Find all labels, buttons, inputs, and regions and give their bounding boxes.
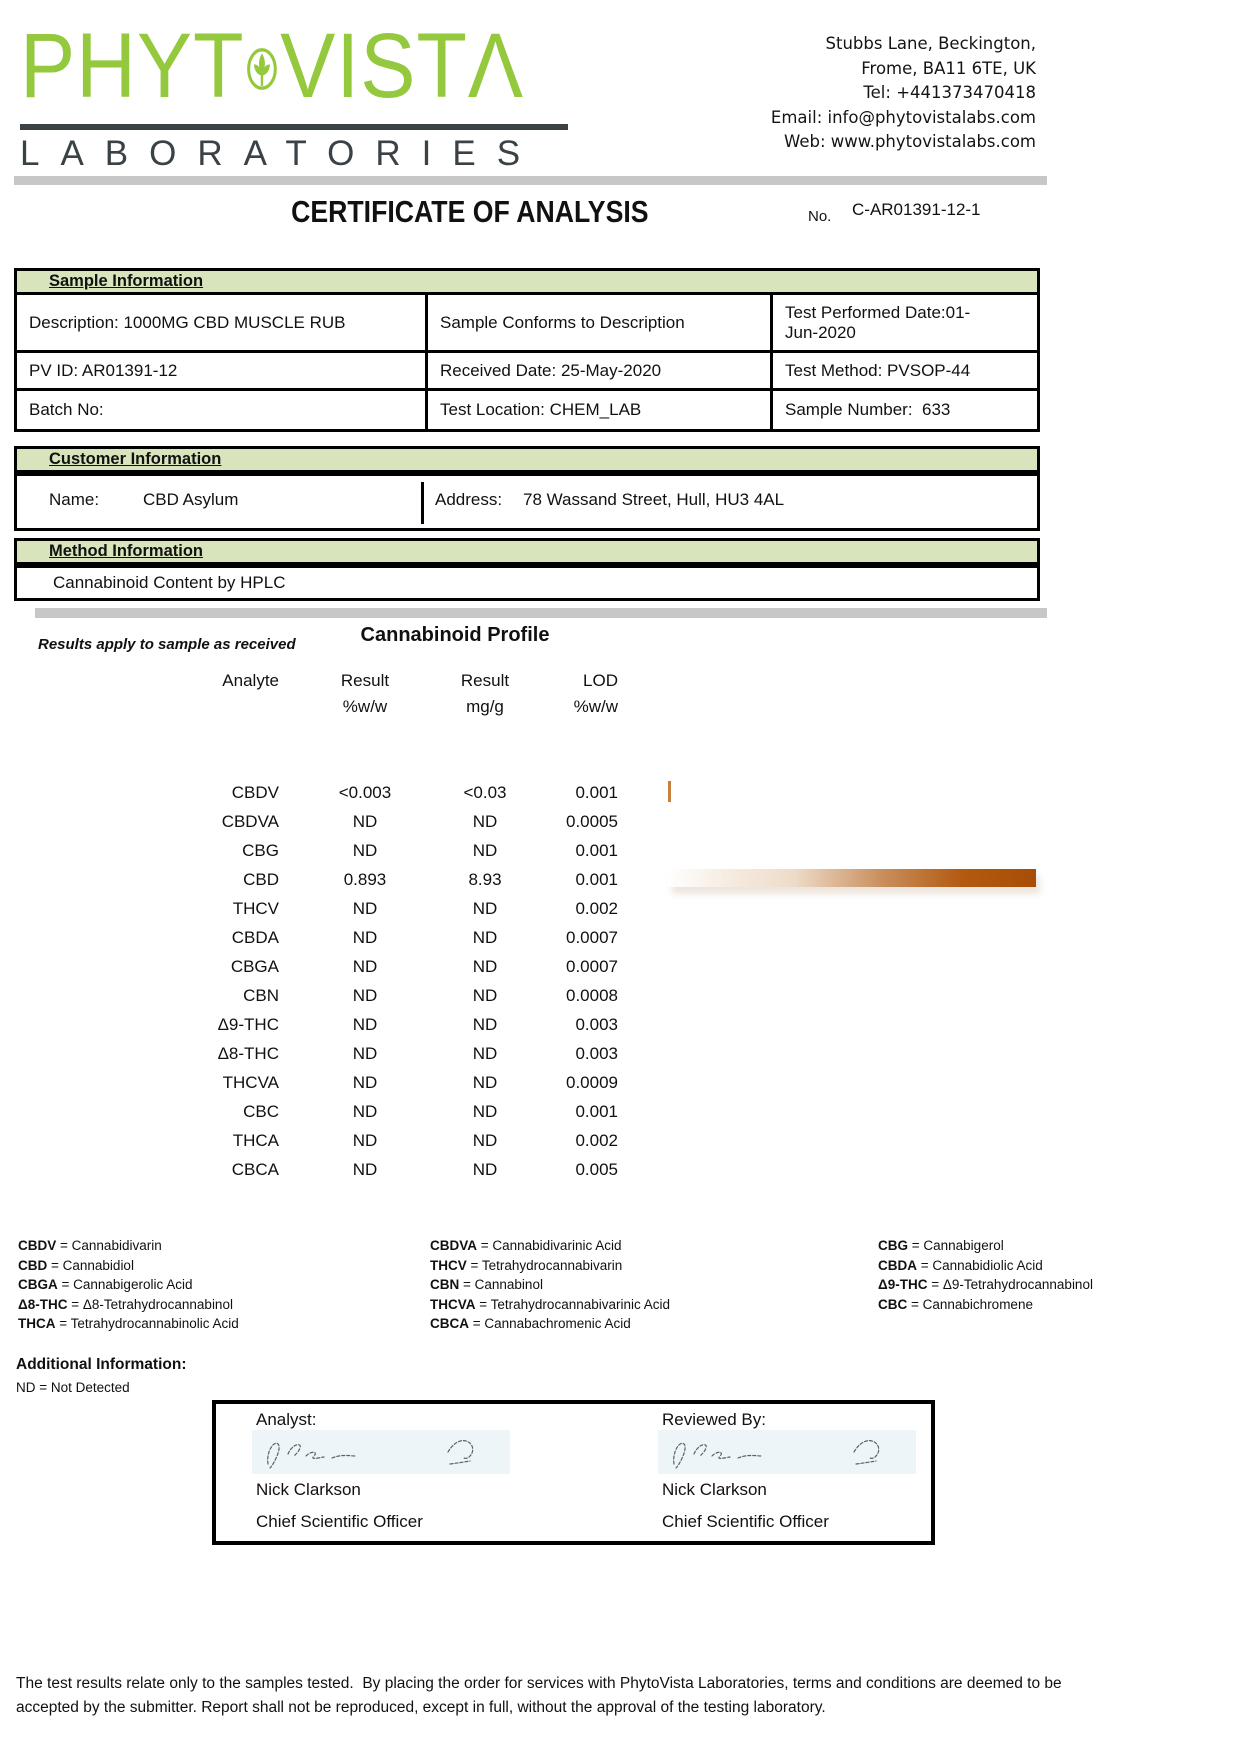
legend-abbr: THCVA (430, 1296, 476, 1312)
sample-info-header (14, 268, 1040, 295)
analyte-result_mgg: <0.03 (463, 782, 507, 802)
analyte-lod: 0.0005 (566, 811, 618, 831)
legend-item (18, 1275, 239, 1295)
analyte-row (0, 1155, 682, 1184)
analyte-name: THCA (232, 1130, 279, 1150)
reviewer-role: Chief Scientific Officer (662, 1512, 829, 1531)
sample-info-cell: Description: 1000MG CBD MUSCLE RUB (29, 312, 346, 332)
analyte-name: THCV (232, 898, 279, 918)
legend-separator: = (459, 1277, 475, 1292)
analyte-result_mgg: ND (472, 1072, 498, 1092)
logo-subtitle: LABORATORIES (20, 134, 542, 173)
legend-item (430, 1256, 670, 1276)
legend (0, 1236, 1240, 1346)
legend-abbr: CBDV (18, 1238, 57, 1253)
legend-separator: = (927, 1277, 943, 1292)
analyte-result_mgg: ND (472, 956, 498, 976)
legend-item (18, 1314, 239, 1334)
analyte-result_pct: <0.003 (338, 782, 392, 802)
customer-info-heading: Customer Information (49, 450, 222, 468)
legend-separator: = (469, 1316, 485, 1331)
legend-separator: = (475, 1296, 491, 1312)
analyte-result_pct: ND (352, 1159, 378, 1179)
logo-wordmark (20, 15, 524, 117)
analyte-result_pct: ND (352, 1014, 378, 1034)
legend-abbr: CBCA (430, 1316, 469, 1331)
analyte-name: CBG (242, 840, 279, 860)
analyte-name: CBDA (231, 927, 279, 947)
analyte-name: CBDVA (221, 811, 279, 831)
legend-item (878, 1236, 1093, 1256)
analyte-result_pct: ND (352, 1101, 378, 1121)
col-header-result-pct: Result (340, 671, 390, 690)
legend-separator: = (917, 1257, 933, 1273)
analyte-lod: 0.0008 (566, 985, 618, 1005)
legend-abbr: CBC (878, 1296, 908, 1312)
sample-info-cell: Test Performed Date:01-Jun-2020 (770, 295, 1037, 350)
analyte-result_pct: ND (352, 1072, 378, 1092)
legend-item (430, 1236, 670, 1256)
cbdv-result-tick (668, 781, 671, 802)
cannabinoid-table (0, 668, 682, 1184)
analyte-lod: 0.001 (575, 1101, 618, 1121)
sample-info-row (17, 295, 1037, 353)
header-divider-bar (14, 176, 1047, 185)
unit-lod: %w/w (573, 697, 618, 716)
nd-definition: ND = Not Detected (16, 1380, 130, 1395)
legend-abbr: THCA (18, 1316, 56, 1331)
sample-info-cell: Sample Conforms to Description (425, 295, 770, 350)
col-header-result-mgg: Result (460, 671, 510, 690)
sample-info-cell: PV ID: AR01391-12 (29, 360, 178, 380)
legend-item (18, 1256, 239, 1276)
legend-separator: = (477, 1238, 493, 1253)
cannabinoid-table-header (0, 668, 682, 694)
legend-item (878, 1256, 1093, 1276)
cannabinoid-table-units (0, 694, 682, 720)
analyte-name: Δ8-THC (217, 1043, 279, 1063)
method-info-heading: Method Information (49, 542, 203, 560)
analyst-role: Chief Scientific Officer (256, 1512, 423, 1531)
section-divider-bar (35, 608, 1047, 618)
legend-abbr: Δ9-THC (878, 1277, 928, 1292)
analyte-result_pct: ND (352, 956, 378, 976)
legend-def: Cannabidiol (62, 1257, 134, 1273)
analyte-result_pct: ND (352, 840, 378, 860)
legend-def: Tetrahydrocannabivarinic Acid (490, 1296, 671, 1312)
col-header-lod: LOD (583, 671, 618, 690)
sample-info-cell: Test Location: CHEM_LAB (425, 391, 770, 429)
unit-result-pct: %w/w (342, 697, 388, 716)
legend-def: Cannabigerol (923, 1238, 1004, 1253)
customer-name-label: Name: (49, 490, 100, 509)
analyte-result_mgg: ND (472, 1159, 498, 1179)
legend-def: Δ9-Tetrahydrocannabinol (942, 1277, 1093, 1292)
analyte-lod: 0.005 (575, 1159, 618, 1179)
analyte-row (0, 894, 682, 923)
sample-info-row (17, 391, 1037, 429)
analyte-result_mgg: ND (472, 1101, 498, 1121)
analyte-result_mgg: ND (472, 1130, 498, 1150)
customer-address-label: Address: (435, 490, 503, 509)
analyte-result_pct: ND (352, 898, 378, 918)
certificate-number: C-AR01391-12-1 (852, 200, 981, 219)
analyst-label: Analyst: (256, 1410, 317, 1429)
legend-def: Cannabinol (474, 1277, 543, 1292)
customer-name-value: CBD Asylum (143, 490, 239, 509)
analyte-row (0, 1097, 682, 1126)
reviewer-name: Nick Clarkson (662, 1480, 767, 1499)
legend-abbr: CBD (18, 1257, 48, 1273)
analyte-result_mgg: ND (472, 927, 498, 947)
legend-separator: = (908, 1238, 924, 1253)
analyte-lod: 0.002 (575, 898, 618, 918)
legend-item (18, 1236, 239, 1256)
analyte-lod: 0.0007 (566, 956, 618, 976)
method-name: Cannabinoid Content by HPLC (53, 573, 286, 592)
analyte-row (0, 1068, 682, 1097)
legend-def: Cannabidivarin (71, 1238, 162, 1253)
sample-info-cell: Test Method: PVSOP-44 (770, 353, 1037, 388)
analyte-row (0, 923, 682, 952)
certificate-no-label: No. (808, 208, 832, 225)
analyte-row (0, 865, 682, 894)
analyte-name: CBCA (231, 1159, 279, 1179)
legend-def: Cannabidivarinic Acid (492, 1238, 622, 1253)
sample-info-row (17, 353, 1037, 391)
lab-contact-block (640, 32, 1036, 155)
analyte-name: CBN (243, 985, 279, 1005)
legend-abbr: Δ8-THC (18, 1296, 68, 1312)
analyst-signature-icon (252, 1430, 510, 1474)
additional-info-heading: Additional Information: (16, 1356, 187, 1373)
legend-def: Δ8-Tetrahydrocannabinol (82, 1296, 233, 1312)
table-spacer (0, 720, 682, 778)
unit-result-mgg: mg/g (466, 697, 504, 716)
analyte-result_mgg: ND (472, 811, 498, 831)
results-note: Results apply to sample as received (38, 636, 296, 653)
legend-separator: = (67, 1296, 83, 1312)
method-info-body (14, 565, 1040, 601)
analyte-name: CBDV (231, 782, 279, 802)
contact-email: Email: info@phytovistalabs.com (770, 107, 1036, 127)
analyte-lod: 0.001 (575, 869, 618, 889)
customer-info-header (14, 446, 1040, 473)
legend-def: Tetrahydrocannabinolic Acid (70, 1316, 239, 1331)
analyte-row (0, 836, 682, 865)
analyte-row (0, 981, 682, 1010)
legend-separator: = (57, 1277, 74, 1292)
logo-text-suffix: VIST (280, 15, 468, 117)
cannabinoid-profile-title: Cannabinoid Profile (360, 624, 550, 646)
legend-item (878, 1295, 1093, 1315)
analyte-result_mgg: ND (472, 1043, 498, 1063)
analyte-result_mgg: ND (472, 840, 498, 860)
legend-separator: = (466, 1257, 482, 1273)
analyte-name: THCVA (222, 1072, 279, 1092)
sample-info-cell: Sample Number: 633 (770, 391, 1037, 429)
sample-info-cell: Received Date: 25-May-2020 (425, 353, 770, 388)
logo-text-last: Λ (467, 15, 524, 117)
legend-column (18, 1236, 239, 1334)
customer-address-value: 78 Wassand Street, Hull, HU3 4AL (523, 490, 785, 509)
analyte-name: CBC (243, 1101, 279, 1121)
legend-abbr: THCV (430, 1257, 467, 1273)
method-info-header (14, 538, 1040, 565)
analyte-name: CBD (243, 869, 279, 889)
analyte-lod: 0.003 (575, 1014, 618, 1034)
legend-item (18, 1295, 239, 1315)
contact-web: Web: www.phytovistalabs.com (783, 132, 1036, 151)
analyte-result_pct: 0.893 (343, 869, 387, 889)
analyte-row (0, 1010, 682, 1039)
legend-abbr: CBG (878, 1238, 908, 1253)
legend-separator: = (55, 1316, 71, 1331)
sample-info-body (14, 295, 1040, 432)
legend-separator: = (56, 1238, 72, 1253)
legend-column (878, 1236, 1093, 1314)
reviewer-signature-icon (658, 1430, 916, 1474)
logo-text-prefix: PHYT (20, 15, 245, 117)
legend-def: Cannabachromenic Acid (484, 1316, 631, 1331)
leaf-icon (247, 21, 277, 117)
legend-separator: = (907, 1296, 923, 1312)
legend-def: Tetrahydrocannabivarin (481, 1257, 623, 1273)
legend-abbr: CBN (430, 1277, 460, 1292)
analyst-name: Nick Clarkson (256, 1480, 361, 1499)
legend-item (430, 1314, 670, 1334)
legend-def: Cannabidiolic Acid (932, 1257, 1043, 1273)
analyte-result_mgg: ND (472, 1014, 498, 1034)
certificate-title: CERTIFICATE OF ANALYSIS (291, 194, 649, 229)
signature-box (212, 1400, 935, 1545)
customer-info-body (14, 473, 1040, 531)
analyte-lod: 0.0007 (566, 927, 618, 947)
analyte-result_pct: ND (352, 985, 378, 1005)
legend-item (878, 1275, 1093, 1295)
analyte-result_mgg: 8.93 (468, 869, 502, 889)
contact-address-line1: Stubbs Lane, Beckington, (825, 34, 1036, 53)
analyte-result_pct: ND (352, 811, 378, 831)
legend-abbr: CBGA (18, 1277, 58, 1292)
phytovista-logo (20, 15, 580, 174)
analyte-row (0, 1039, 682, 1068)
analyte-lod: 0.003 (575, 1043, 618, 1063)
sample-info-heading: Sample Information (49, 272, 204, 290)
analyte-lod: 0.001 (575, 782, 618, 802)
legend-column (430, 1236, 670, 1334)
analyte-lod: 0.002 (575, 1130, 618, 1150)
legend-item (430, 1295, 670, 1315)
analyte-result_pct: ND (352, 1043, 378, 1063)
analyte-result_pct: ND (352, 927, 378, 947)
legend-def: Cannabichromene (922, 1296, 1033, 1312)
analyte-name: CBGA (230, 956, 279, 976)
cannabinoid-rows (0, 778, 682, 1184)
analyte-row (0, 778, 682, 807)
analyte-result_pct: ND (352, 1130, 378, 1150)
analyte-lod: 0.0009 (566, 1072, 618, 1092)
analyte-row (0, 1126, 682, 1155)
legend-abbr: CBDA (878, 1257, 917, 1273)
legend-def: Cannabigerolic Acid (73, 1277, 193, 1292)
contact-tel: Tel: +441373470418 (863, 83, 1036, 102)
analyte-result_mgg: ND (472, 898, 498, 918)
legend-item (430, 1275, 670, 1295)
analyte-name: Δ9-THC (217, 1014, 279, 1034)
legend-separator: = (47, 1257, 63, 1273)
reviewer-label: Reviewed By: (662, 1410, 766, 1429)
analyte-row (0, 952, 682, 981)
cbd-result-bar (668, 869, 1036, 887)
col-header-analyte: Analyte (222, 671, 279, 690)
legend-abbr: CBDVA (430, 1238, 477, 1253)
analyte-row (0, 807, 682, 836)
analyte-lod: 0.001 (575, 840, 618, 860)
disclaimer-text: The test results relate only to the samples tested. By placing the order for services with PhytoVista Laboratories, terms and conditions are deemed to be accepted by the submitter. Report shall not be reproduced, except in full, without the approval of the testing laboratory. (16, 1675, 1066, 1716)
analyte-result_mgg: ND (472, 985, 498, 1005)
logo-divider-rule (20, 124, 568, 130)
customer-divider (421, 482, 424, 524)
contact-address-line2: Frome, BA11 6TE, UK (861, 58, 1036, 78)
sample-info-cell: Batch No: (29, 400, 104, 419)
